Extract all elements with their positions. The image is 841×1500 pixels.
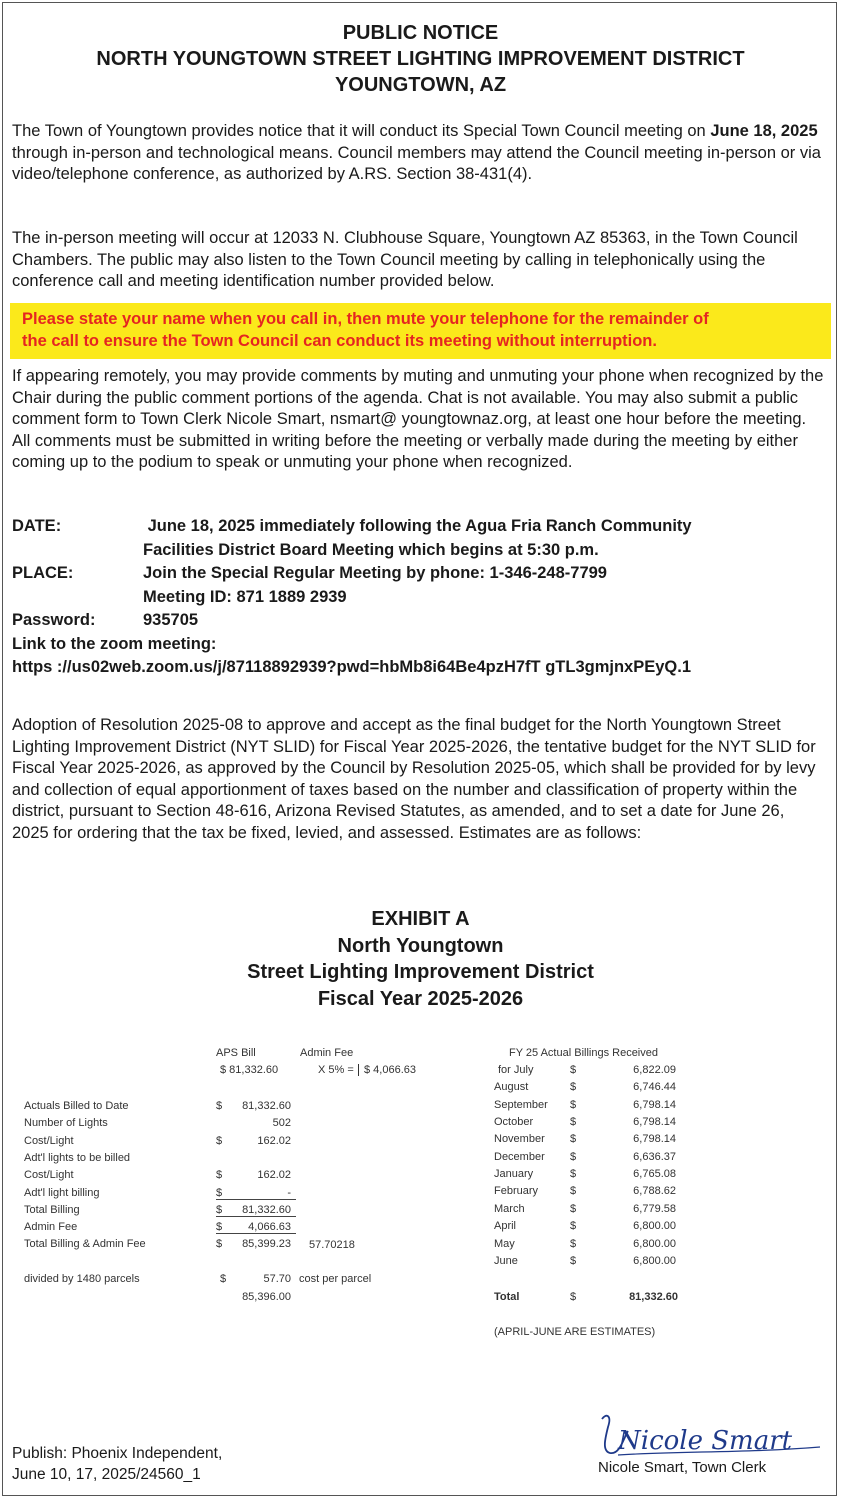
month-currency: $	[570, 1254, 577, 1267]
month-amount: 6,788.62	[633, 1185, 676, 1198]
highlight-line-2: the call to ensure the Town Council can conduct its meeting without interruption.	[22, 331, 657, 350]
table-row-amount: 4,066.63	[248, 1221, 291, 1234]
table-row-currency: $	[216, 1238, 223, 1251]
date-value-line2: Facilities District Board Meeting which begins at 5:30 p.m.	[143, 540, 599, 559]
total-label: Total	[494, 1291, 520, 1303]
date-label: DATE:	[12, 517, 62, 535]
parcels-label: divided by 1480 parcels	[24, 1273, 140, 1285]
month-amount: 6,765.08	[633, 1168, 676, 1181]
exhibit-label: EXHIBIT A	[371, 908, 470, 930]
para1-date: June 18, 2025	[710, 122, 818, 140]
table-row-label: Cost/Light	[24, 1169, 74, 1182]
publish-line-2: June 10, 17, 2025/24560_1	[12, 1466, 201, 1483]
table-row-currency: $	[216, 1134, 223, 1147]
exhibit-line-3: Street Lighting Improvement District	[247, 961, 594, 983]
month-label: November	[494, 1133, 545, 1146]
signature-image	[598, 1411, 828, 1461]
table-row-label: Actuals Billed to Date	[24, 1100, 129, 1112]
publish-info	[12, 1443, 222, 1485]
month-label: May	[494, 1237, 515, 1250]
month-label: August	[494, 1081, 529, 1094]
para1-after: through in-person and technological means. Council members may attend the Council meeting in-person or via video/telephone conference, as authorized by A.RS. Section 38-431(4).	[12, 143, 821, 183]
admin-calc: X 5% =	[318, 1064, 359, 1076]
month-currency: $	[570, 1185, 577, 1198]
month-currency: $	[570, 1133, 577, 1146]
estimates-note: (APRIL-JUNE ARE ESTIMATES)	[494, 1326, 656, 1338]
header-location: YOUNGTOWN, AZ	[334, 74, 507, 96]
table-row-amount: 502	[272, 1117, 291, 1130]
table-row-currency: $	[216, 1221, 296, 1234]
exhibit-title	[0, 906, 841, 1012]
month-label: September	[494, 1098, 548, 1111]
month-currency: $	[570, 1220, 577, 1233]
month-currency: $	[570, 1064, 577, 1076]
parcels-currency: $	[220, 1273, 227, 1285]
aps-total: $ 81,332.60	[220, 1064, 279, 1076]
table-row-amount: -	[287, 1186, 291, 1199]
month-currency: $	[570, 1150, 577, 1163]
month-amount: 6,779.58	[633, 1202, 676, 1215]
table-row-amount: 81,332.60	[242, 1100, 291, 1112]
month-currency: $	[570, 1098, 577, 1111]
parcels-check: 85,396.00	[242, 1291, 291, 1303]
table-row-label: Cost/Light	[24, 1134, 74, 1147]
publish-line-1: Publish: Phoenix Independent,	[12, 1445, 223, 1462]
paragraph-in-person: The in-person meeting will occur at 12033 N. Clubhouse Square, Youngtown AZ 85363, in the Town Council Chambers. The public may also listen to the Town Council meeting by calling in telephonically using the conference call and meeting identification number provided below.	[12, 229, 798, 290]
table-row-currency: $	[216, 1169, 223, 1182]
date-value-line1: June 18, 2025 immediately following the Agua Fria Ranch Community	[143, 517, 692, 535]
fy-title: FY 25 Actual Billings Received	[509, 1047, 658, 1059]
table-row-currency: $	[216, 1100, 223, 1112]
month-label: January	[494, 1168, 534, 1181]
paragraph-remote-comments: If appearing remotely, you may provide comments by muting and unmuting your phone when recognized by the Chair during the public comment portions of the agenda. Chat is not available. You may also submit a public comment form to Town Clerk Nicole Smart, nsmart@ youngtownaz.org, at least one hour before the meeting. All comments must be submitted in writing before the meeting or verbally made during the meeting by either coming up to the podium to speak or unmuting your phone when recognized.	[12, 367, 824, 471]
month-label: October	[494, 1116, 534, 1129]
col-admin-fee: Admin Fee	[300, 1047, 354, 1059]
month-label: April	[494, 1220, 517, 1233]
meeting-details	[12, 515, 832, 680]
meeting-id: Meeting ID: 871 1889 2939	[143, 587, 347, 606]
password-value: 935705	[143, 611, 199, 629]
table-row-label: Adt'l light billing	[24, 1186, 100, 1199]
table-row-currency: $	[216, 1187, 296, 1200]
table-row-label: Total Billing & Admin Fee	[24, 1238, 146, 1251]
month-currency: $	[570, 1202, 577, 1215]
month-amount: 6,798.14	[633, 1098, 676, 1111]
month-currency: $	[570, 1116, 577, 1129]
month-amount: 6,800.00	[633, 1237, 676, 1250]
total-currency: $	[570, 1291, 577, 1303]
header-title: PUBLIC NOTICE	[342, 22, 499, 44]
paragraph-meeting-notice	[12, 121, 824, 186]
month-label: March	[494, 1202, 525, 1215]
password-label: Password:	[12, 611, 96, 629]
month-currency: $	[570, 1237, 577, 1250]
month-amount: 6,800.00	[633, 1220, 676, 1233]
admin-result: $ 4,066.63	[364, 1064, 416, 1076]
month-label: June	[494, 1254, 518, 1267]
exhibit-line-4: Fiscal Year 2025-2026	[317, 987, 524, 1010]
month-amount: 6,746.44	[633, 1081, 676, 1094]
col-aps-bill: APS Bill	[216, 1047, 256, 1059]
table-row-label: Number of Lights	[24, 1117, 108, 1130]
month-label: December	[494, 1150, 545, 1163]
month-amount: 6,636.37	[633, 1150, 676, 1163]
month-amount: 6,822.09	[633, 1064, 676, 1076]
zoom-link-label: Link to the zoom meeting:	[12, 634, 217, 653]
month-amount: 6,798.14	[633, 1133, 676, 1146]
paragraph-resolution: Adoption of Resolution 2025-08 to approve and accept as the final budget for the North Youngtown Street Lighting Improvement District (NYT SLID) for Fiscal Year 2025-2026, the tentative budget for the NYT SLID for Fiscal Year 2025-2026, as approved by the Council by Resolution 2025-05, which shall be provided for by levy and collection of equal apportionment of taxes based on the number and classification of property within the district, pursuant to Section 48-616, Arizona Revised Statutes, as amended, and to set a date for June 26, 2025 for ordering that the tax be fixed, levied, and assessed. Estimates are as follows:	[12, 716, 816, 842]
table-row-amount: 162.02	[257, 1134, 291, 1147]
exhibit-line-2: North Youngtown	[337, 934, 504, 957]
parcels-amount: 57.70	[263, 1273, 291, 1285]
month-amount: 6,800.00	[633, 1254, 676, 1267]
table-row-currency: $	[216, 1204, 296, 1217]
per-parcel-ratio: 57.70218	[309, 1239, 355, 1251]
month-amount: 6,798.14	[633, 1116, 676, 1129]
table-row-label: Total Billing	[24, 1203, 80, 1216]
notice-header	[0, 20, 841, 98]
table-row-label: Admin Fee	[24, 1221, 78, 1234]
signature-text: Nicole Smart	[618, 1426, 793, 1456]
table-row-label: Adt'l lights to be billed	[24, 1151, 131, 1164]
header-district: NORTH YOUNGTOWN STREET LIGHTING IMPROVEMENT DISTRICT	[96, 48, 745, 70]
month-label: February	[494, 1185, 539, 1198]
month-currency: $	[570, 1081, 577, 1094]
para1-before: The Town of Youngtown provides notice that it will conduct its Special Town Council meeting on	[12, 122, 711, 140]
table-row-amount: 81,332.60	[242, 1203, 291, 1216]
highlight-line-1: Please state your name when you call in, then mute your telephone for the remainder of	[22, 310, 709, 328]
table-row-amount: 85,399.23	[242, 1238, 291, 1251]
zoom-link[interactable]: https ://us02web.zoom.us/j/87118892939?pwd=hbMb8i64Be4pzH7fT gTL3gmjnxPEyQ.1	[12, 658, 691, 676]
table-row-amount: 162.02	[257, 1169, 291, 1182]
place-value-line1: Join the Special Regular Meeting by phone: 1-346-248-7799	[143, 564, 607, 582]
total-amount: 81,332.60	[629, 1291, 678, 1303]
parcels-note: cost per parcel	[299, 1273, 372, 1285]
month-label: for July	[498, 1064, 534, 1076]
call-instructions-highlight	[10, 303, 831, 359]
place-label: PLACE:	[12, 564, 74, 582]
clerk-name: Nicole Smart, Town Clerk	[598, 1459, 767, 1476]
month-currency: $	[570, 1168, 577, 1181]
